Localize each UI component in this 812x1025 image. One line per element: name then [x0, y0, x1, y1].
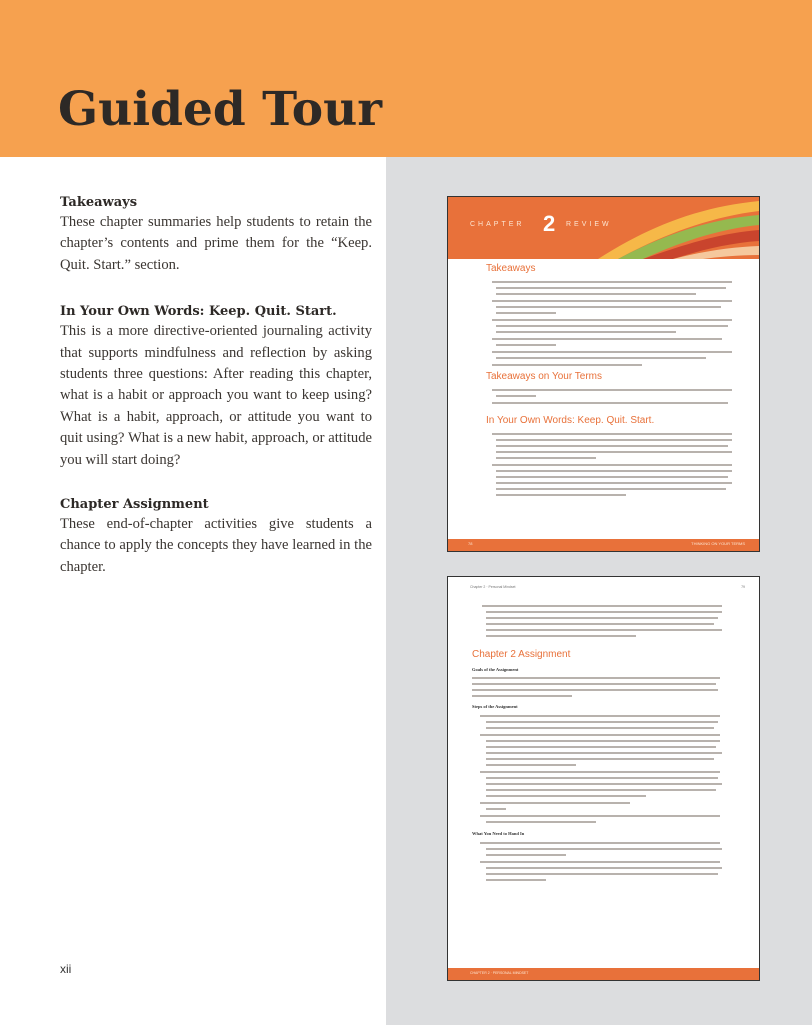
thumb-heading: Chapter 2 Assignment: [472, 649, 571, 660]
thumb-running-head: Chapter 2 · Personal Mindset: [470, 585, 516, 589]
main-content: [60, 195, 372, 600]
chapter-review-footer: 78 THINKING ON YOUR TERMS: [448, 539, 759, 551]
section-takeaways: [60, 195, 372, 276]
section-title: Takeaways: [60, 195, 138, 210]
chapter-review-thumbnail: [447, 196, 760, 552]
page-number: xii: [60, 962, 72, 976]
section-body: These end-of-chapter activities give students a chance to apply the concepts they have learned in the chapter.: [60, 516, 372, 575]
banner-number: 2: [543, 211, 556, 236]
thumb-page-number: 79: [741, 585, 745, 589]
thumb-heading: In Your Own Words: Keep. Quit. Start.: [486, 415, 655, 426]
section-title: Chapter Assignment: [60, 497, 209, 513]
thumb-heading: Takeaways on Your Terms: [486, 371, 602, 382]
thumb-subheading: What You Need to Hand In: [472, 831, 525, 836]
banner-label: CHAPTER: [470, 221, 525, 228]
thumb-subheading: Steps of the Assignment: [472, 704, 518, 709]
chapter-assignment-footer: CHAPTER 2 · PERSONAL MINDSET: [448, 968, 759, 980]
chapter-assignment-thumbnail: [447, 576, 760, 981]
banner-suffix: REVIEW: [566, 221, 612, 228]
section-body: These chapter summaries help students to retain the chapter’s contents and prime them for the “Keep. Quit. Start.” section.: [60, 214, 372, 273]
thumb-heading: Takeaways: [486, 263, 536, 274]
section-body: This is a more directive-oriented journaling activity that supports mindfulness and reflection by asking students three questions: After reading this chapter, what is a habit or approach you want to keep using? What is a habit, approach, or attitude you want to quit using? What is a new habit, approach, or attitude you will start doing?: [60, 323, 372, 468]
section-title: In Your Own Words: Keep. Quit. Start.: [60, 304, 337, 320]
section-keep-quit-start: [60, 304, 372, 471]
thumb-subheading: Goals of the Assignment: [472, 667, 519, 672]
header-band: [0, 0, 812, 157]
decorative-swoosh-icon: [448, 197, 759, 259]
chapter-review-banner: [448, 197, 759, 259]
section-chapter-assignment: [60, 497, 372, 578]
page-title: Guided Tour: [58, 82, 383, 137]
